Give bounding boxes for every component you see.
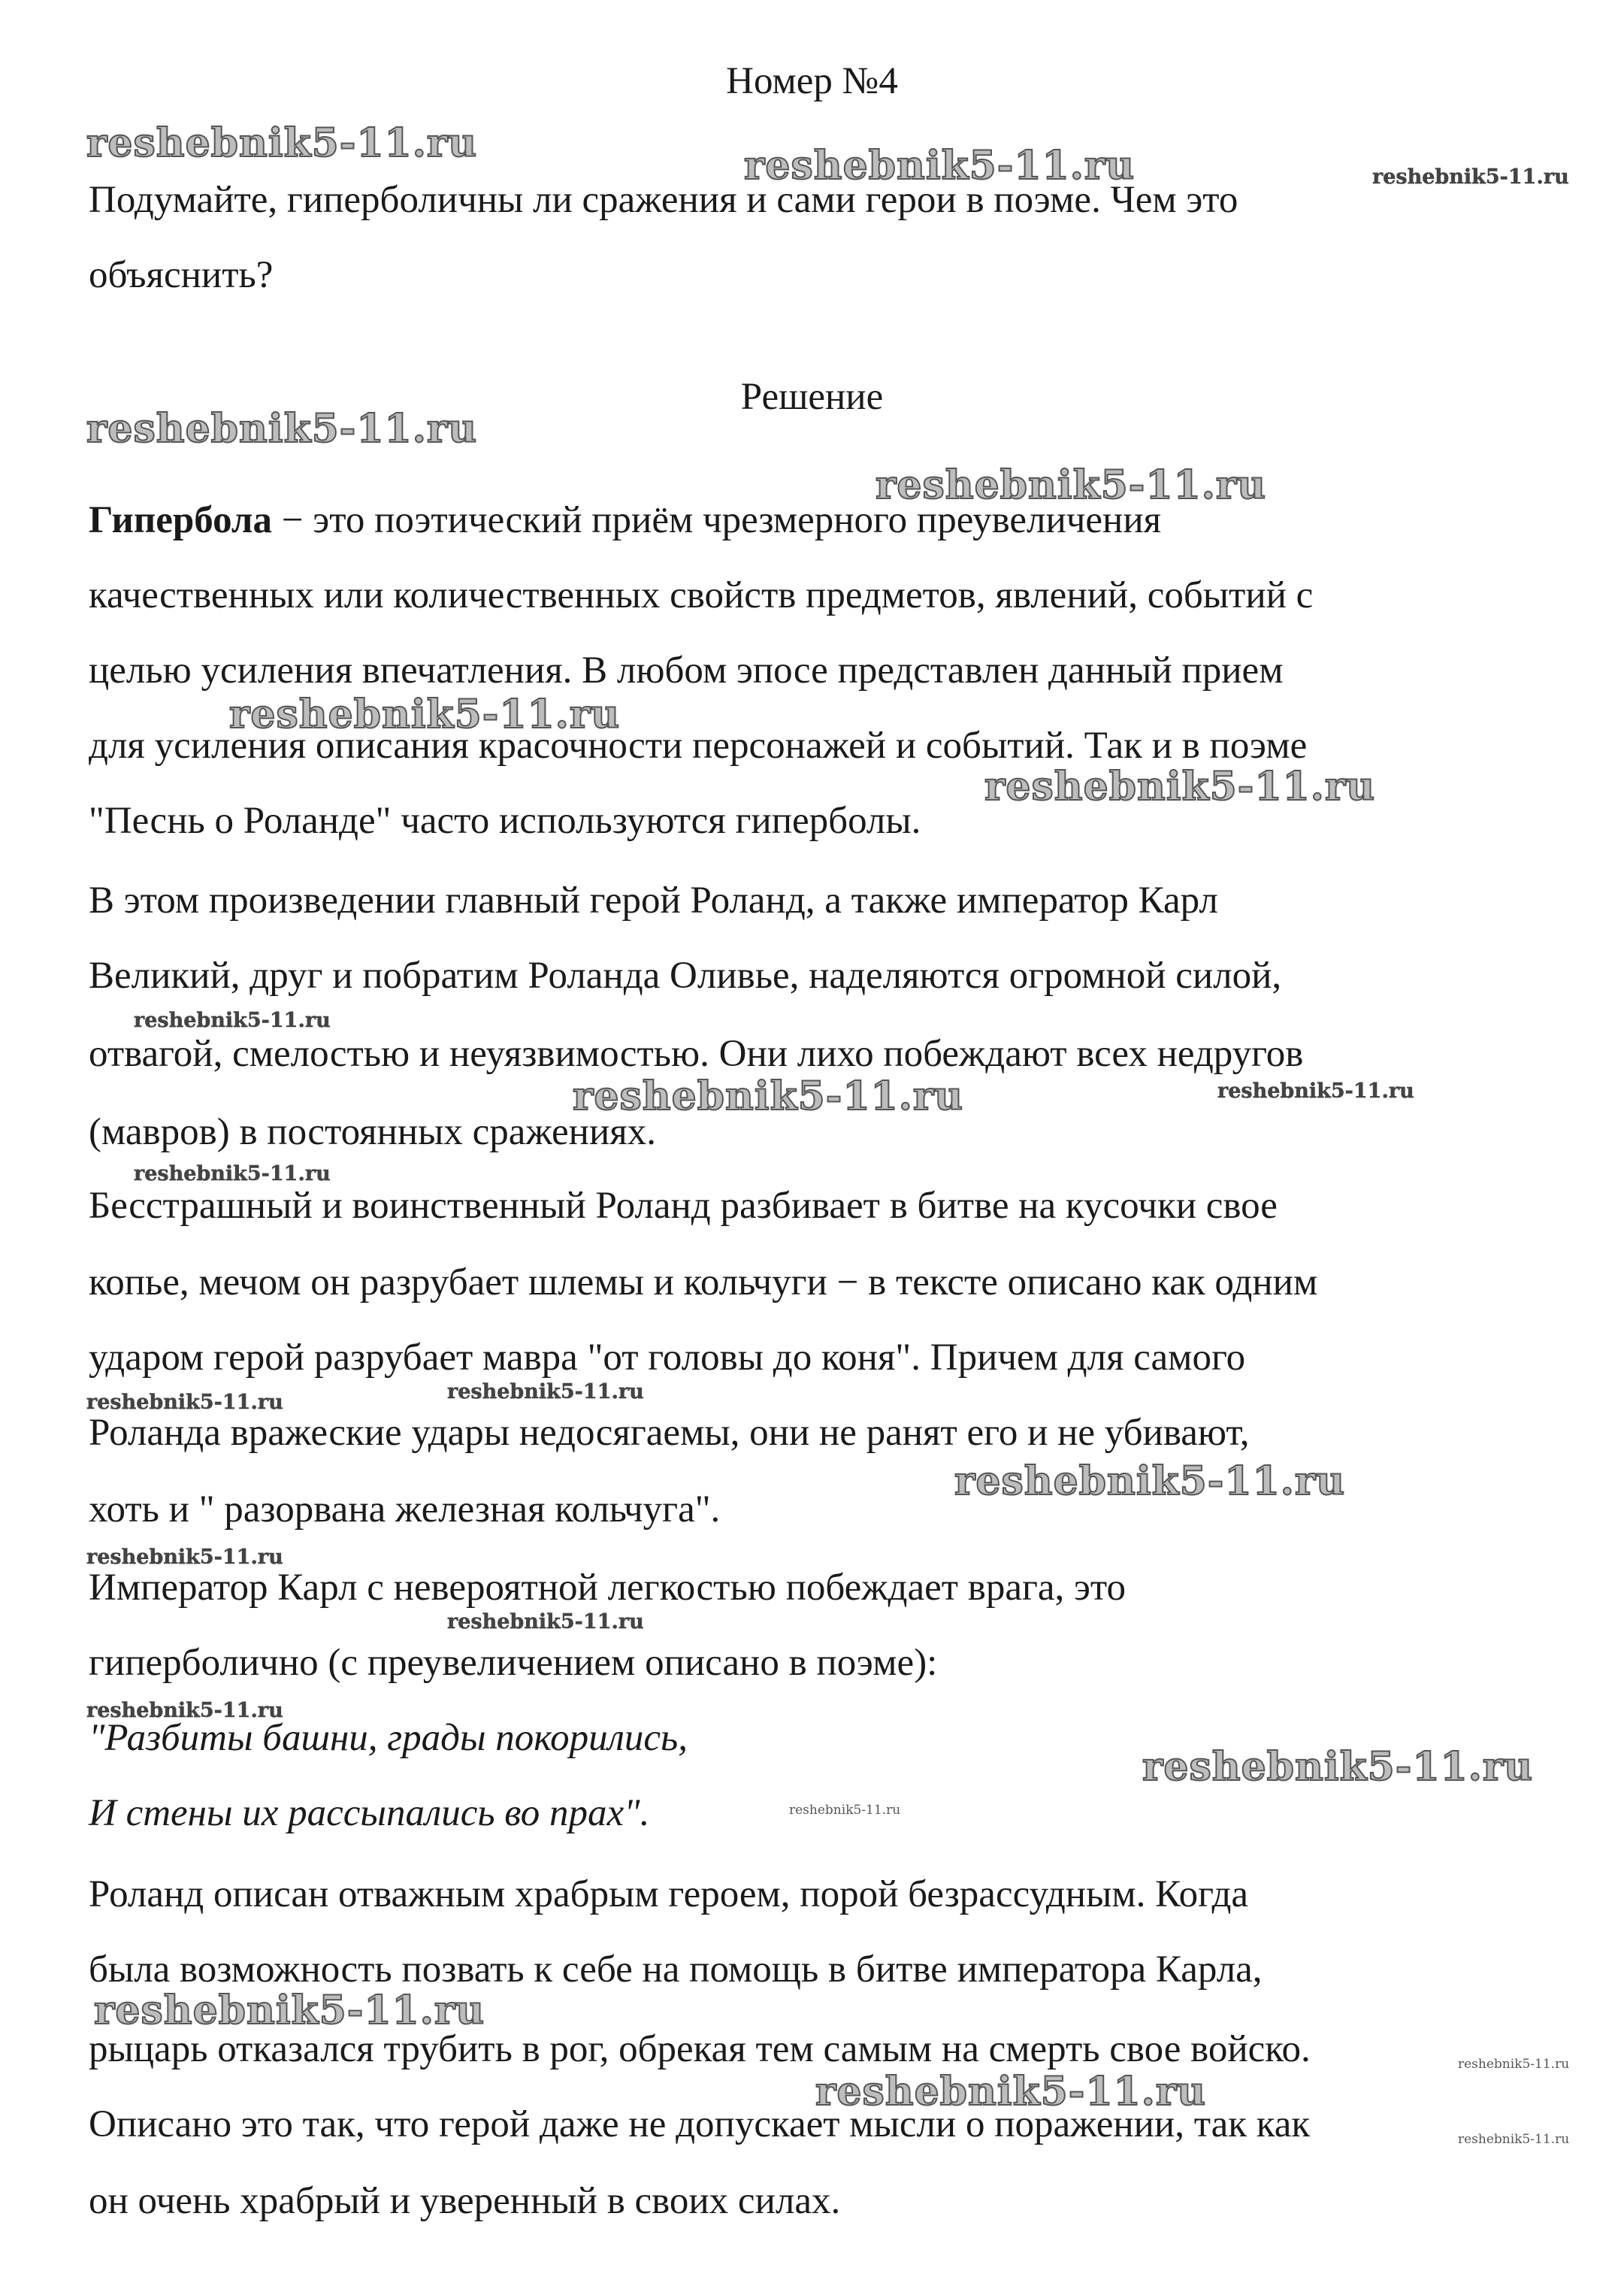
body-line: Роланда вражеские удары недосягаемы, они не ранят его и не убивают,	[89, 1412, 1250, 1454]
body-line: целью усиления впечатления. В любом эпосе представлен данный прием	[89, 649, 1284, 692]
watermark: reshebnik5-11.ru	[1458, 2057, 1570, 2072]
body-line: хоть и " разорвана железная кольчуга".	[89, 1488, 721, 1531]
term-definition: − это поэтический приём чрезмерного преувеличения	[272, 499, 1162, 541]
body-line: "Песнь о Роланде" часто используются гиперболы.	[89, 800, 921, 842]
solution-heading: Решение	[740, 376, 884, 418]
watermark: reshebnik5-11.ru	[789, 1803, 901, 1818]
question-line-2: объяснить?	[89, 254, 274, 296]
body-line: Император Карл с невероятной легкостью побеждает врага, это	[89, 1567, 1127, 1609]
poem-quote-line-1: "Разбиты башни, грады покорились,	[89, 1717, 688, 1759]
watermark: reshebnik5-11.ru	[1372, 165, 1569, 189]
watermark: reshebnik5-11.ru	[86, 1546, 283, 1569]
body-line: копье, мечом он разрубает шлемы и кольчуги − в тексте описано как одним	[89, 1261, 1318, 1303]
body-line: рыцарь отказался трубить в рог, обрекая тем самым на смерть свое войско.	[89, 2028, 1311, 2070]
watermark: reshebnik5-11.ru	[744, 143, 1136, 189]
watermark: reshebnik5-11.ru	[1142, 1744, 1534, 1790]
watermark: reshebnik5-11.ru	[134, 1009, 331, 1032]
body-line: он очень храбрый и уверенный в своих силах.	[89, 2180, 841, 2222]
body-line: качественных или количественных свойств предметов, явлений, событий с	[89, 574, 1314, 616]
page-title: Номер №4	[726, 60, 898, 102]
watermark: reshebnik5-11.ru	[1217, 1079, 1414, 1103]
watermark: reshebnik5-11.ru	[1458, 2132, 1570, 2147]
body-line: Великий, друг и побратим Роланда Оливье, наделяются огромной силой,	[89, 955, 1282, 997]
body-line: Роланд описан отважным храбрым героем, порой безрассудным. Когда	[89, 1873, 1249, 1915]
watermark: reshebnik5-11.ru	[86, 406, 478, 452]
body-line: Описано это так, что герой даже не допускает мысли о поражении, так как	[89, 2103, 1311, 2145]
body-line: ударом герой разрубает мавра "от головы до коня". Причем для самого	[89, 1337, 1246, 1379]
watermark: reshebnik5-11.ru	[984, 764, 1376, 810]
body-line-1	[89, 498, 1161, 543]
watermark: reshebnik5-11.ru	[876, 462, 1267, 508]
watermark: reshebnik5-11.ru	[86, 1391, 283, 1414]
term-hyperbole: Гипербола	[89, 499, 273, 541]
body-line: (мавров) в постоянных сражениях.	[89, 1111, 656, 1153]
watermark: reshebnik5-11.ru	[447, 1610, 644, 1633]
watermark: reshebnik5-11.ru	[86, 120, 478, 166]
watermark: reshebnik5-11.ru	[815, 2069, 1207, 2115]
watermark: reshebnik5-11.ru	[134, 1162, 331, 1185]
watermark: reshebnik5-11.ru	[86, 1699, 283, 1722]
body-line: Бесстрашный и воинственный Роланд разбивает в битве на кусочки свое	[89, 1185, 1278, 1227]
body-line: для усиления описания красочности персонажей и событий. Так и в поэме	[89, 725, 1308, 767]
body-line: В этом произведении главный герой Роланд, а также император Карл	[89, 880, 1218, 922]
watermark: reshebnik5-11.ru	[954, 1458, 1346, 1504]
body-line: отвагой, смелостью и неуязвимостью. Они лихо побеждают всех недругов	[89, 1033, 1304, 1075]
poem-quote-line-2: И стены их рассыпались во прах".	[89, 1792, 650, 1834]
watermark: reshebnik5-11.ru	[573, 1073, 964, 1119]
body-line: была возможность позвать к себе на помощь в битве императора Карла,	[89, 1948, 1263, 1991]
watermark: reshebnik5-11.ru	[229, 692, 621, 737]
question-line-1: Подумайте, гиперболичны ли сражения и сами герои в поэме. Чем это	[89, 179, 1238, 221]
body-line: гиперболично (с преувеличением описано в поэме):	[89, 1642, 938, 1684]
watermark: reshebnik5-11.ru	[94, 1988, 485, 2033]
watermark: reshebnik5-11.ru	[447, 1380, 644, 1403]
